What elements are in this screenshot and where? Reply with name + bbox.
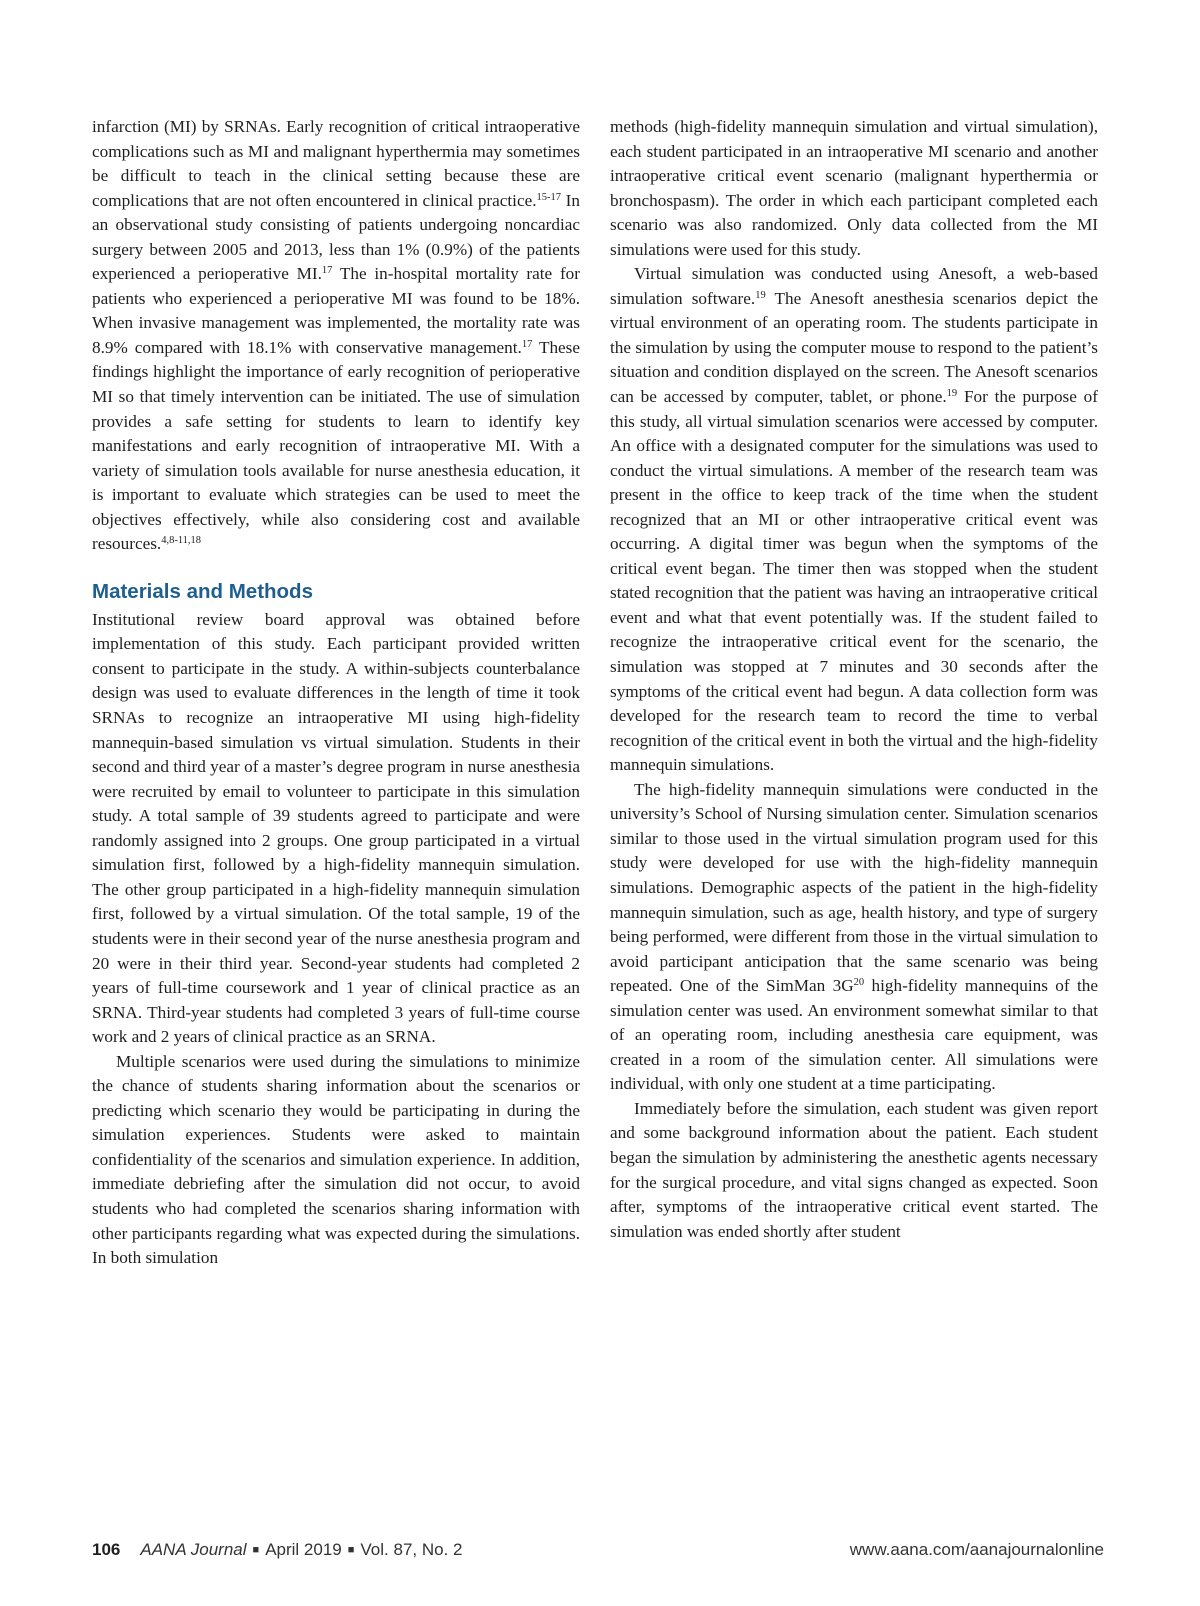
citation-ref: 17 [521,338,533,350]
volume-issue: Vol. 87, No. 2 [360,1540,463,1559]
journal-name: AANA Journal [140,1540,247,1559]
paragraph-intro-continued [92,115,580,557]
paragraph-mannequin-simulation [610,778,1098,1097]
paragraph-methods-design: Institutional review board approval was obtained before implementation of this study. Each participant provided written consent to participate in the study. A within-subjects counterbalance design was used to evaluate differences in the length of time it took SRNAs to recognize an intraoperative MI using high-fidelity mannequin-based simulation vs virtual simulation. Students in their second and third year of a master’s degree program in nurse anesthesia were recruited by email to volunteer to participate in this simulation study. A total sample of 39 students agreed to participate and were randomly assigned into 2 groups. One group participated in a virtual simulation first, followed by a high-fidelity mannequin simulation. The other group participated in a high-fidelity mannequin simulation first, followed by a virtual simulation. Of the total sample, 19 of the students were in their second year of the nurse anesthesia program and 20 were in their third year. Second-year students had completed 2 years of full-time coursework and 1 year of clinical practice as an SRNA. Third-year students had completed 3 years of full-time course work and 2 years of clinical practice as an SRNA. [92,609,580,1047]
text-run: infarction (MI) by SRNAs. Early recognition of critical intraoperative complications such as MI and malignant hyperthermia may sometimes be difficult to teach in the clinical setting because these are complications that are not often encountered in clinical practice. [92,117,580,210]
text-run: For the purpose of this study, all virtual simulation scenarios were accessed by computer. An office with a designated computer for the simulations was used to conduct the virtual simulations. A member of the research team was present in the office to keep track of the time when the student recognized that an MI or other intraoperative critical event was occurring. A digital timer was begun when the symptoms of the critical event began. The timer then was stopped when the student stated recognition that the patient was having an intraoperative critical event and what that event potentially was. If the student failed to recognize the intraoperative critical event for the scenario, the simulation was stopped at 7 minutes and 30 seconds after the symptoms of the critical event had begun. A data collection form was developed for the research team to record the time to verbal recognition of the critical event in both the virtual and the high-fidelity mannequin simulations. [610,387,1099,775]
text-run: The high-fidelity mannequin simulations were conducted in the university’s School of Nursing simulation center. Simulation scenarios similar to those used in the virtual simulation program used for this study were developed for use with the high-fidelity mannequin simulations. Demographic aspects of the patient in the high-fidelity mannequin simulation, such as age, health history, and type of surgery being performed, were different from those in the virtual simulation to avoid participant anticipation that the same scenario was being repeated. One of the SimMan 3G [610,779,1098,996]
text-run: In an observational study consisting of patients undergoing noncardiac surgery between 2005 and 2013, less than 1% (0.9%) of the patients experienced a perioperative MI. [92,190,580,284]
journal-url: www.aana.com/aanajournalonline [849,1540,1104,1559]
right-column [610,115,1098,1244]
paragraph-virtual-simulation [610,262,1098,777]
text-run: high-fidelity mannequins of the simulation center was used. An environment somewhat similar to that of an operating room, including anesthesia care equipment, was created in a room of the simulation center. All simulations were individual, with only one student at a time participating. [610,976,1098,1094]
text-run: These findings highlight the importance of early recognition of perioperative MI so that timely intervention can be initiated. The use of simulation provides a safe setting for students to learn to identify key manifestations and early recognition of intraoperative MI. With a variety of simulation tools available for nurse anesthesia education, it is important to evaluate which strategies can be used to meet the objectives effectively, while also considering cost and available resources. [92,337,581,554]
separator-square: ■ [347,1544,355,1556]
text-run: Virtual simulation was conducted using Anesoft, a web-based simulation software. [610,264,1098,308]
paragraph-methods-continued: methods (high-fidelity mannequin simulation and virtual simulation), each student participated in an intraoperative MI scenario and another intraoperative critical event scenario (malignant hyperthermia or bronchospasm). The order in which each participant completed each scenario was also randomized. Only data collected from the MI simulations were used for this study. [610,117,1098,259]
footer-citation [92,1540,462,1560]
section-heading-materials-methods: Materials and Methods [92,579,313,603]
paragraph-procedure: Immediately before the simulation, each student was given report and some background information about the patient. Each student began the simulation by administering the anesthetic agents necessary for the surgical procedure, and vital signs changed as expected. Soon after, symptoms of the intraoperative critical event started. The simulation was ended shortly after student [610,1098,1098,1241]
text-run: The Anesoft anesthesia scenarios depict the virtual environment of an operating room. The students participate in the simulation by using the computer mouse to respond to the patient’s situation and condition displayed on the screen. The Anesoft scenarios can be accessed by computer, tablet, or phone. [610,288,1098,407]
paragraph-methods-scenarios: Multiple scenarios were used during the simulations to minimize the chance of students sharing information about the scenarios or predicting which scenario they would be participating in during the simulation experiences. Students were asked to maintain confidentiality of the scenarios and simulation experience. In addition, immediate debriefing after the simulation did not occur, to avoid students who had completed the scenarios sharing information with other participants regarding what was expected during the simulations. In both simulation [92,1051,580,1268]
text-run: The in-hospital mortality rate for patients who experienced a perioperative MI was found to be 18%. When invasive management was implemented, the mortality rate was 8.9% compared with 18.1% with conservative management. [92,264,580,357]
citation-ref: 19 [946,388,958,400]
separator-square: ■ [252,1544,260,1556]
citation-ref: 19 [755,289,766,301]
citation-ref: 4,8-11,18 [161,535,202,547]
issue-date: April 2019 [265,1540,342,1559]
page-footer [92,1540,1104,1566]
page-number: 106 [92,1540,121,1559]
left-column [92,115,580,1271]
citation-ref: 17 [321,265,333,277]
citation-ref: 20 [853,977,865,989]
citation-ref: 15-17 [536,191,561,203]
